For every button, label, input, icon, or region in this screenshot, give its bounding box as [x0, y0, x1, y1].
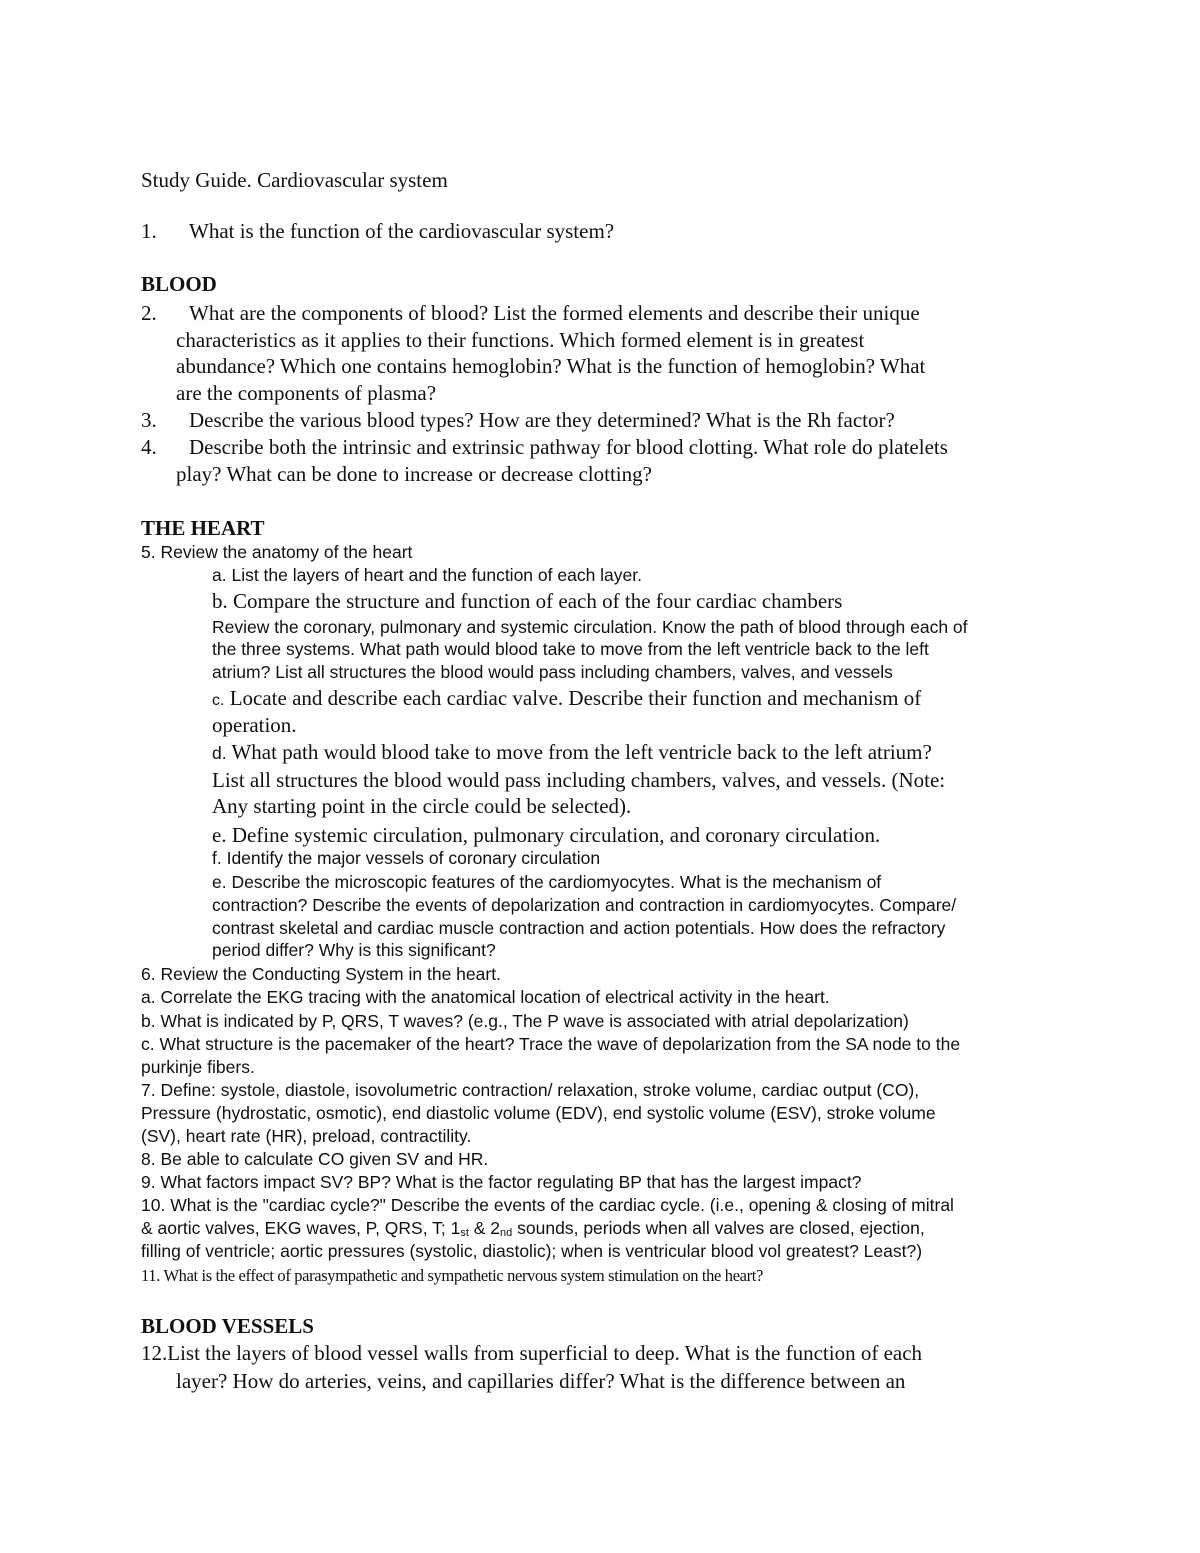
question-number: 1. — [141, 219, 157, 243]
ordinal-suffix: st — [460, 1227, 469, 1239]
question-6c-line: purkinje fibers. — [141, 1057, 255, 1077]
question-1 — [141, 221, 614, 242]
section-heading-blood-vessels: BLOOD VESSELS — [141, 1314, 314, 1338]
question-10: 10. What is the "cardiac cycle?" Describe the events of the cardiac cycle. (i.e., opening & closing of mitral — [141, 1195, 954, 1215]
question-8: 8. Be able to calculate CO given SV and HR. — [141, 1149, 489, 1169]
question-6b: b. What is indicated by P, QRS, T waves? (e.g., The P wave is associated with atrial depolarization) — [141, 1011, 909, 1031]
text-segment: sounds, periods when all valves are closed, ejection, — [512, 1218, 925, 1238]
section-heading-blood: BLOOD — [141, 272, 217, 296]
question-5: 5. Review the anatomy of the heart — [141, 542, 413, 562]
question-5e: e. Define systemic circulation, pulmonary circulation, and coronary circulation. — [212, 823, 881, 847]
question-2-line: characteristics as it applies to their functions. Which formed element is in greatest — [176, 328, 865, 352]
section-heading-heart: THE HEART — [141, 516, 265, 540]
review-line: Review the coronary, pulmonary and systemic circulation. Know the path of blood through each of — [212, 617, 968, 637]
question-5e-micro-line: period differ? Why is this significant? — [212, 940, 496, 960]
question-text: Describe both the intrinsic and extrinsic pathway for blood clotting. What role do platelets — [189, 435, 948, 459]
question-text: Locate and describe each cardiac valve. Describe their function and mechanism of — [224, 686, 922, 710]
question-12-line: layer? How do arteries, veins, and capillaries differ? What is the difference between an — [176, 1369, 906, 1393]
review-line: atrium? List all structures the blood would pass including chambers, valves, and vessels — [212, 662, 893, 682]
question-2-line: are the components of plasma? — [176, 381, 437, 405]
question-5c — [212, 688, 921, 709]
question-5d — [212, 742, 932, 763]
text-segment: & 2 — [468, 1218, 501, 1238]
question-text: What are the components of blood? List the formed elements and describe their unique — [189, 301, 920, 325]
question-5d-line: List all structures the blood would pass including chambers, valves, and vessels. (Note: — [212, 768, 946, 792]
question-10-line — [141, 1220, 925, 1239]
question-5a: a. List the layers of heart and the function of each layer. — [212, 565, 642, 585]
question-6: 6. Review the Conducting System in the heart. — [141, 964, 501, 984]
question-7: 7. Define: systole, diastole, isovolumetric contraction/ relaxation, stroke volume, cardiac output (CO), — [141, 1080, 920, 1100]
question-3 — [141, 410, 895, 431]
question-11: 11. What is the effect of parasympathetic and sympathetic nervous system stimulation on the heart? — [141, 1266, 764, 1285]
question-number: 2. — [141, 301, 157, 325]
question-4 — [141, 437, 948, 458]
question-6c: c. What structure is the pacemaker of the heart? Trace the wave of depolarization from the SA node to the — [141, 1034, 961, 1054]
question-5f: f. Identify the major vessels of coronary circulation — [212, 848, 601, 868]
text-segment: & aortic valves, EKG waves, P, QRS, T; 1 — [141, 1218, 461, 1238]
question-text: What path would blood take to move from the left ventricle back to the left atrium? — [226, 740, 932, 764]
question-5e-micro: e. Describe the microscopic features of the cardiomyocytes. What is the mechanism of — [212, 872, 882, 892]
question-12: 12.List the layers of blood vessel walls from superficial to deep. What is the function of each — [141, 1341, 923, 1365]
question-7-line: Pressure (hydrostatic, osmotic), end diastolic volume (EDV), end systolic volume (ESV), stroke volume — [141, 1103, 936, 1123]
question-6a: a. Correlate the EKG tracing with the anatomical location of electrical activity in the heart. — [141, 987, 830, 1007]
question-2-line: abundance? Which one contains hemoglobin? What is the function of hemoglobin? What — [176, 354, 926, 378]
question-text: Describe the various blood types? How are they determined? What is the Rh factor? — [189, 408, 895, 432]
review-line: the three systems. What path would blood take to move from the left ventricle back to the left — [212, 639, 929, 659]
item-letter: c. — [212, 692, 225, 709]
page-title: Study Guide. Cardiovascular system — [141, 168, 448, 192]
question-text: What is the function of the cardiovascular system? — [189, 219, 615, 243]
question-5b: b. Compare the structure and function of each of the four cardiac chambers — [212, 589, 843, 613]
question-10-line: filling of ventricle; aortic pressures (systolic, diastolic); when is ventricular blood vol greatest? Least?) — [141, 1241, 923, 1261]
item-letter: d. — [212, 743, 227, 763]
question-5d-line: Any starting point in the circle could be selected). — [212, 794, 632, 818]
question-5c-line: operation. — [212, 713, 297, 737]
question-2 — [141, 303, 920, 324]
question-9: 9. What factors impact SV? BP? What is the factor regulating BP that has the largest impact? — [141, 1172, 862, 1192]
question-5e-micro-line: contrast skeletal and cardiac muscle contraction and action potentials. How does the refractory — [212, 918, 946, 938]
question-7-line: (SV), heart rate (HR), preload, contractility. — [141, 1126, 472, 1146]
question-5e-micro-line: contraction? Describe the events of depolarization and contraction in cardiomyocytes. Compare/ — [212, 895, 957, 915]
ordinal-suffix: nd — [500, 1227, 513, 1239]
question-number: 4. — [141, 435, 157, 459]
question-4-line: play? What can be done to increase or decrease clotting? — [176, 462, 652, 486]
question-number: 3. — [141, 408, 157, 432]
